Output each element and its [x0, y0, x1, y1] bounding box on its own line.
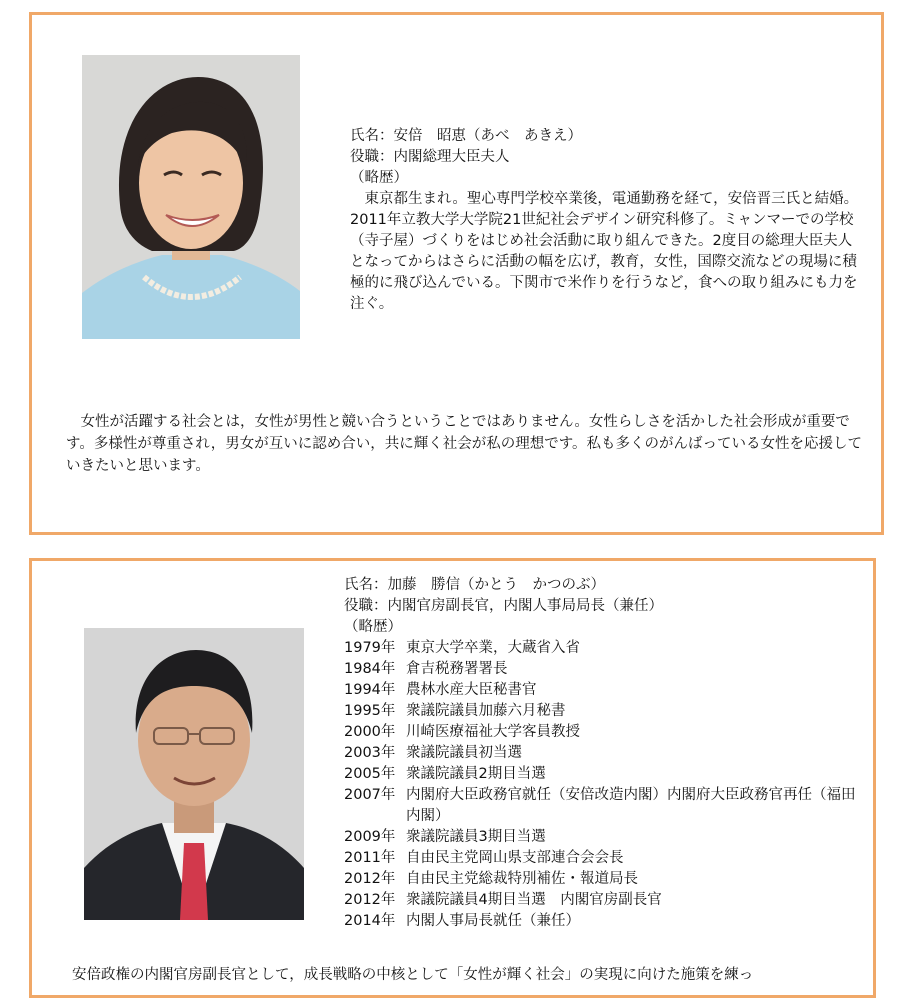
history-year: 2007年	[344, 787, 396, 803]
profile-info-kato	[344, 575, 864, 932]
history-year: 2012年	[344, 892, 396, 908]
history-item	[344, 638, 864, 659]
history-year: 2000年	[344, 724, 396, 740]
portrait-photo-kato	[84, 628, 304, 920]
history-item	[344, 869, 864, 890]
history-year: 2014年	[344, 913, 396, 929]
history-event: 自由民主党総裁特別補佐・報道局長	[406, 871, 638, 887]
history-item	[344, 848, 864, 869]
history-heading: （略歴）	[350, 170, 408, 186]
history-item	[344, 827, 864, 848]
history-year: 1984年	[344, 661, 396, 677]
title-line: 役職：内閣総理大臣夫人	[350, 149, 510, 165]
history-year: 1994年	[344, 682, 396, 698]
history-event: 衆議院議員加藤六月秘書	[406, 703, 566, 719]
portrait-photo-abe	[82, 55, 300, 339]
history-item	[344, 722, 864, 743]
history-event: 衆議院議員3期目当選	[406, 829, 546, 845]
history-year: 2011年	[344, 850, 396, 866]
history-event: 川崎医療福祉大学客員教授	[406, 724, 580, 740]
history-list	[344, 638, 864, 932]
name-line: 氏名：加藤 勝信（かとう かつのぶ）	[344, 577, 605, 593]
history-item	[344, 701, 864, 722]
name-line: 氏名：安倍 昭恵（あべ あきえ）	[350, 128, 582, 144]
portrait-abe-image	[82, 55, 300, 339]
history-item	[344, 785, 864, 827]
history-event: 衆議院議員4期目当選 内閣官房副長官	[406, 892, 662, 908]
history-event: 倉吉税務署署長	[406, 661, 508, 677]
history-event: 自由民主党岡山県支部連合会会長	[406, 850, 624, 866]
history-year: 1995年	[344, 703, 396, 719]
history-heading: （略歴）	[344, 619, 402, 635]
history-item	[344, 911, 864, 932]
history-event: 衆議院議員初当選	[406, 745, 522, 761]
history-item	[344, 890, 864, 911]
history-item	[344, 659, 864, 680]
history-item	[344, 743, 864, 764]
history-year: 2005年	[344, 766, 396, 782]
portrait-kato-image	[84, 628, 304, 920]
history-item	[344, 764, 864, 785]
history-year: 2012年	[344, 871, 396, 887]
history-year: 2009年	[344, 829, 396, 845]
history-year: 1979年	[344, 640, 396, 656]
history-event: 内閣府大臣政務官就任（安倍改造内閣）内閣府大臣政務官再任（福田内閣）	[406, 787, 856, 824]
message-text-kato: 安倍政権の内閣官房副長官として，成長戦略の中核として「女性が輝く社会」の実現に向けた施策を練っ	[72, 967, 754, 983]
bio-text: 東京都生まれ。聖心専門学校卒業後，電通勤務を経て，安倍晋三氏と結婚。2011年立教大学大学院21世紀社会デザイン研究科修了。ミャンマーでの学校（寺子屋）づくりをはじめ社会活動に取り組んできた。2度目の総理大臣夫人となってからはさらに活動の幅を広げ，教育，女性，国際交流などの現場に積極的に飛び込んでいる。下関市で米作りを行うなど，食への取り組みにも力を注ぐ。	[350, 191, 859, 312]
history-event: 農林水産大臣秘書官	[406, 682, 537, 698]
title-line: 役職：内閣官房副長官，内閣人事局局長（兼任）	[344, 598, 663, 614]
history-item	[344, 680, 864, 701]
history-event: 東京大学卒業，大蔵省入省	[406, 640, 580, 656]
history-event: 内閣人事局長就任（兼任）	[406, 913, 580, 929]
profile-info-abe	[350, 126, 860, 315]
message-text-abe: 女性が活躍する社会とは，女性が男性と競い合うということではありません。女性らしさを活かした社会形成が重要です。多様性が尊重され，男女が互いに認め合い，共に輝く社会が私の理想です。私も多くのがんばっている女性を応援していきたいと思います。	[66, 414, 863, 474]
history-event: 衆議院議員2期目当選	[406, 766, 546, 782]
history-year: 2003年	[344, 745, 396, 761]
